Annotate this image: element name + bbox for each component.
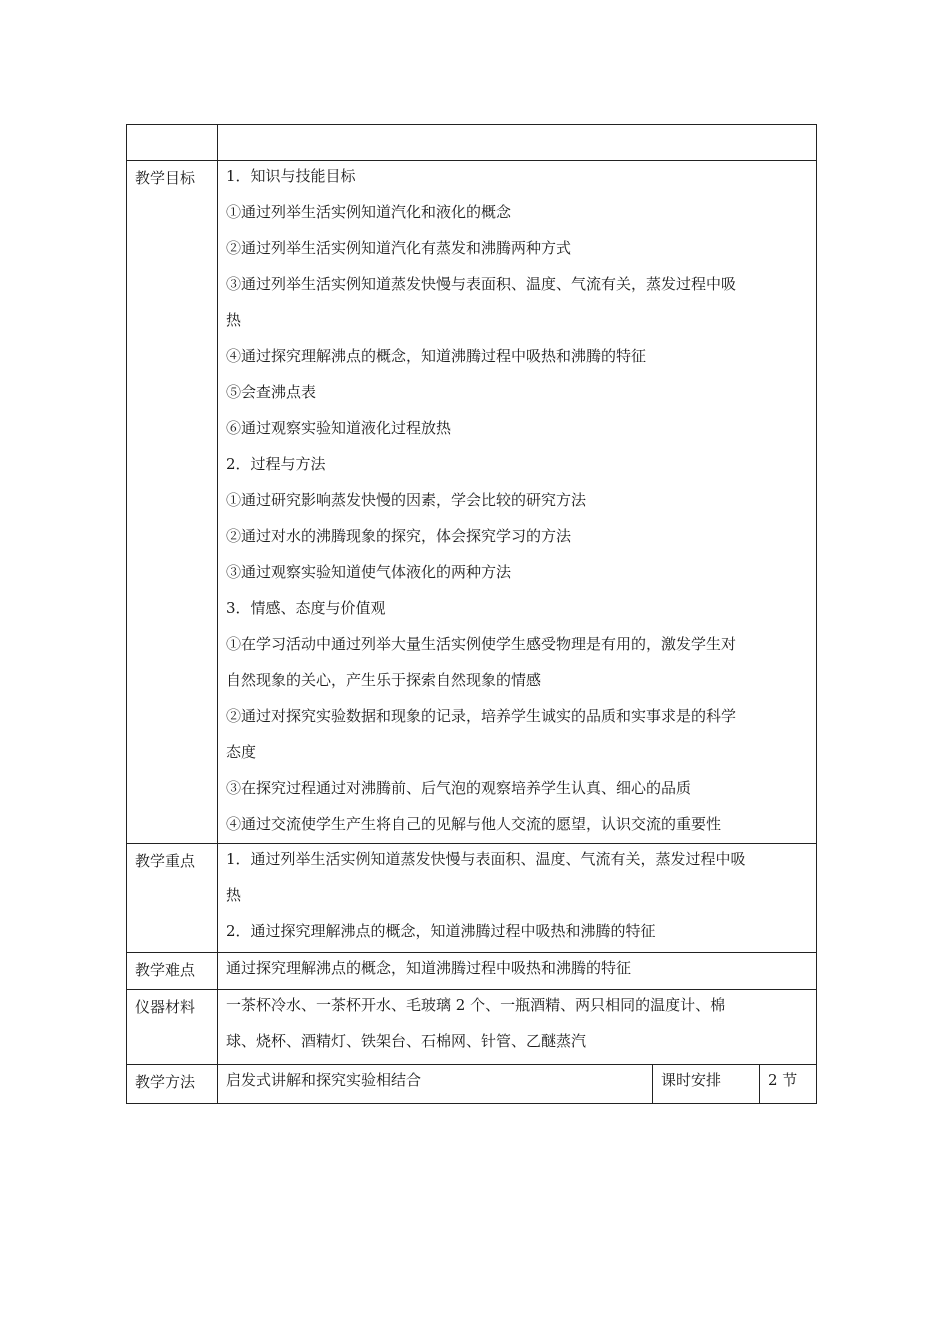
schedule-label-cell bbox=[653, 1065, 760, 1104]
key-point-line: 1．通过列举生活实例知道蒸发快慢与表面积、温度、气流有关，蒸发过程中吸 bbox=[226, 850, 746, 868]
materials-label: 仪器材料 bbox=[127, 990, 218, 1065]
key-points-content bbox=[218, 844, 817, 953]
schedule-value-cell bbox=[760, 1065, 817, 1104]
key-point-line: 2．通过探究理解沸点的概念，知道沸腾过程中吸热和沸腾的特征 bbox=[226, 922, 656, 940]
difficulties-label: 教学难点 bbox=[127, 953, 218, 990]
objectives-content bbox=[218, 161, 817, 844]
objectives-row bbox=[127, 161, 817, 844]
objective-line: 3．情感、态度与价值观 bbox=[226, 599, 386, 617]
header-row bbox=[127, 125, 817, 161]
objective-line: ①在学习活动中通过列举大量生活实例使学生感受物理是有用的，激发学生对 bbox=[226, 635, 737, 653]
objective-line: ⑥通过观察实验知道液化过程放热 bbox=[226, 419, 452, 437]
objective-line: ⑤会查沸点表 bbox=[226, 383, 317, 401]
objective-line: ④通过交流使学生产生将自己的见解与他人交流的愿望，认识交流的重要性 bbox=[226, 815, 722, 833]
methods-content bbox=[218, 1065, 653, 1104]
objective-line: ②通过列举生活实例知道汽化有蒸发和沸腾两种方式 bbox=[226, 239, 572, 257]
objective-line: 态度 bbox=[226, 743, 257, 761]
objective-line: ②通过对水的沸腾现象的探究，体会探究学习的方法 bbox=[226, 527, 572, 545]
key-point-line: 热 bbox=[226, 886, 242, 904]
methods-text: 启发式讲解和探究实验相结合 bbox=[226, 1071, 422, 1089]
objective-line: ④通过探究理解沸点的概念，知道沸腾过程中吸热和沸腾的特征 bbox=[226, 347, 647, 365]
objective-line: ①通过研究影响蒸发快慢的因素，学会比较的研究方法 bbox=[226, 491, 587, 509]
objective-line: 1．知识与技能目标 bbox=[226, 167, 356, 185]
objective-line: ③在探究过程通过对沸腾前、后气泡的观察培养学生认真、细心的品质 bbox=[226, 779, 692, 797]
materials-line: 球、烧杯、酒精灯、铁架台、石棉网、针管、乙醚蒸汽 bbox=[226, 1032, 587, 1050]
objectives-label: 教学目标 bbox=[127, 161, 218, 844]
difficulties-text: 通过探究理解沸点的概念，知道沸腾过程中吸热和沸腾的特征 bbox=[226, 959, 632, 977]
header-content-cell bbox=[218, 125, 817, 161]
materials-line: 一茶杯冷水、一茶杯开水、毛玻璃 2 个、一瓶酒精、两只相同的温度计、棉 bbox=[226, 996, 726, 1014]
schedule-value: 2 节 bbox=[768, 1071, 798, 1089]
methods-row bbox=[127, 1065, 817, 1104]
header-label-cell bbox=[127, 125, 218, 161]
objective-line: ②通过对探究实验数据和现象的记录，培养学生诚实的品质和实事求是的科学 bbox=[226, 707, 737, 725]
materials-row bbox=[127, 990, 817, 1065]
methods-label: 教学方法 bbox=[127, 1065, 218, 1104]
key-points-label: 教学重点 bbox=[127, 844, 218, 953]
schedule-label: 课时安排 bbox=[661, 1071, 722, 1089]
difficulties-content bbox=[218, 953, 817, 990]
materials-content bbox=[218, 990, 817, 1065]
objective-line: ①通过列举生活实例知道汽化和液化的概念 bbox=[226, 203, 512, 221]
key-points-row bbox=[127, 844, 817, 953]
objective-line: 2．过程与方法 bbox=[226, 455, 326, 473]
objective-line: ③通过列举生活实例知道蒸发快慢与表面积、温度、气流有关，蒸发过程中吸 bbox=[226, 275, 737, 293]
lesson-plan-table bbox=[126, 124, 817, 1104]
objective-line: 自然现象的关心，产生乐于探索自然现象的情感 bbox=[226, 671, 542, 689]
objective-line: 热 bbox=[226, 311, 242, 329]
objective-line: ③通过观察实验知道使气体液化的两种方法 bbox=[226, 563, 512, 581]
difficulties-row bbox=[127, 953, 817, 990]
